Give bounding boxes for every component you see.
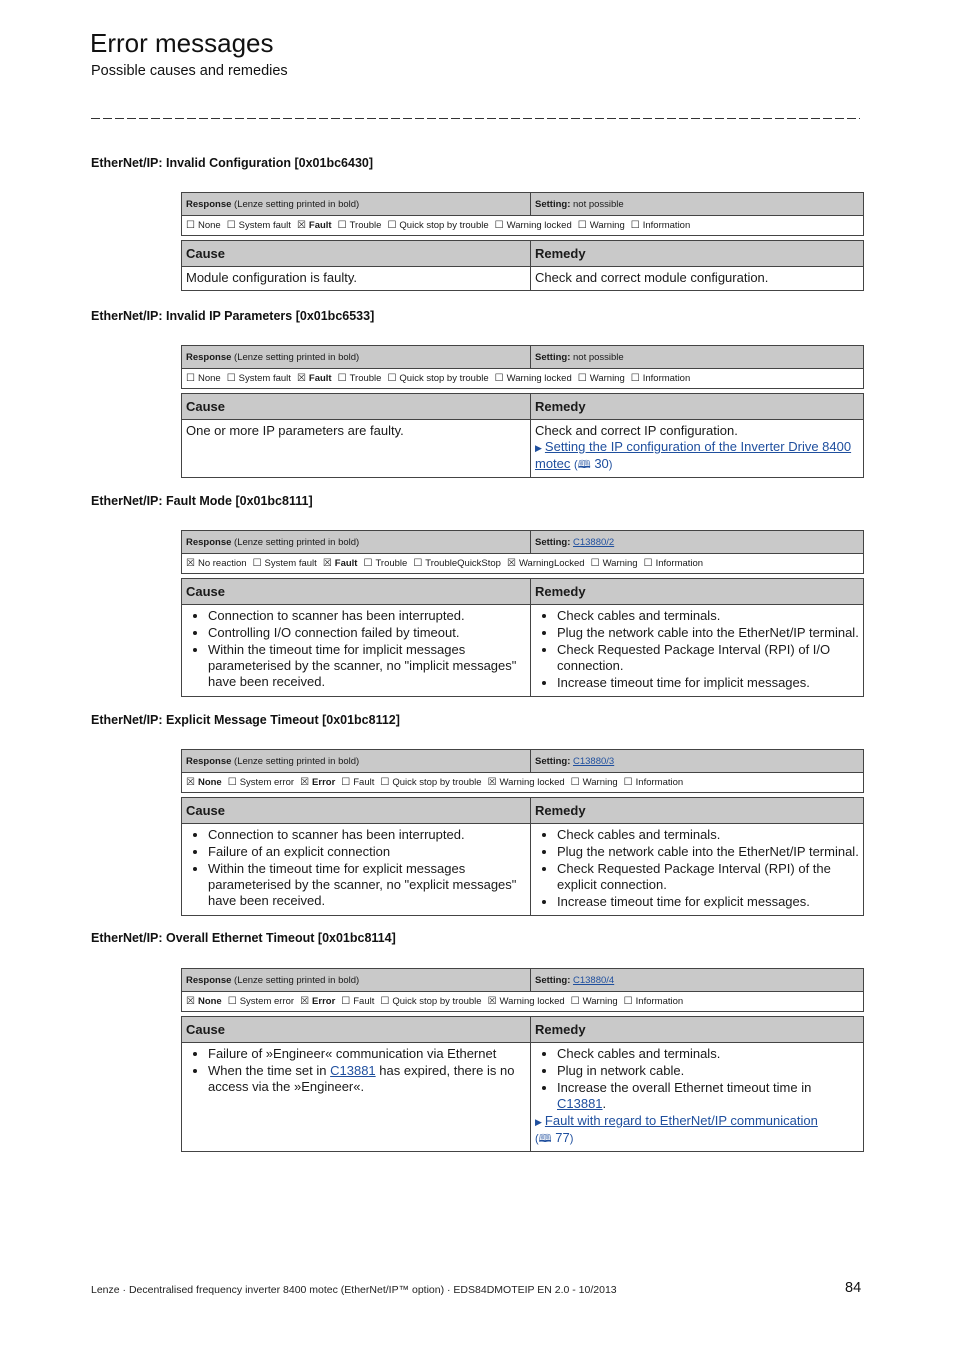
unchecked-box-icon: ☐ <box>570 777 580 788</box>
response-option <box>387 373 488 384</box>
remedy-header: Remedy <box>531 579 864 605</box>
list-item: • Within the timeout time for explicit messages parameterised by the scanner, no "explicit messages" have been received. <box>208 861 526 909</box>
page-title: Error messages <box>90 28 274 58</box>
response-option <box>624 996 684 1007</box>
response-option-label: None <box>197 777 222 788</box>
response-options <box>182 773 864 793</box>
checked-box-icon: ☒ <box>487 996 497 1007</box>
response-option-label: Trouble <box>349 373 382 384</box>
response-option <box>387 220 488 231</box>
unchecked-box-icon: ☐ <box>252 558 262 569</box>
response-option <box>228 996 294 1007</box>
response-option <box>186 996 222 1007</box>
cause-header: Cause <box>182 798 531 824</box>
arrow-right-icon: ▶ <box>535 1117 542 1127</box>
response-table <box>181 530 864 574</box>
response-option <box>341 777 374 788</box>
remedy-cell: Check and correct IP configuration. ▶ Setting the IP configuration of the Inverter Drive 8400 motec (🕮 30) <box>531 420 864 478</box>
unchecked-box-icon: ☐ <box>341 996 351 1007</box>
unchecked-box-icon: ☐ <box>186 373 195 384</box>
response-option <box>338 373 382 384</box>
setting-value: not possible <box>573 198 624 210</box>
section-heading-invalid-ip-parameters: EtherNet/IP: Invalid IP Parameters [0x01bc6533] <box>91 309 375 323</box>
response-option <box>488 996 565 1007</box>
response-options <box>182 369 864 389</box>
response-option <box>644 558 704 569</box>
response-option-label: None <box>197 996 222 1007</box>
link-c13881[interactable]: C13881 <box>330 1063 376 1078</box>
unchecked-box-icon: ☐ <box>630 373 640 384</box>
response-option-label: Quick stop by trouble <box>392 777 482 788</box>
cause-list <box>186 608 526 690</box>
cause-header: Cause <box>182 1017 531 1043</box>
link-ip-configuration[interactable]: Setting the IP configuration of the Inverter Drive 8400 motec <box>535 439 852 471</box>
section-heading-overall-ethernet-timeout: EtherNet/IP: Overall Ethernet Timeout [0x01bc8114] <box>91 931 396 945</box>
response-option-label: System fault <box>238 220 291 231</box>
response-option <box>624 777 684 788</box>
unchecked-box-icon: ☐ <box>226 373 236 384</box>
response-option-label: TroubleQuickStop <box>425 558 501 569</box>
list-item: • Connection to scanner has been interrupted. <box>208 827 526 843</box>
unchecked-box-icon: ☐ <box>577 373 587 384</box>
remedy-list <box>535 1046 859 1112</box>
response-option-label: Fault <box>353 777 375 788</box>
unchecked-box-icon: ☐ <box>643 558 653 569</box>
cause-header: Cause <box>182 241 531 267</box>
list-item: • Plug the network cable into the EtherNet/IP terminal. <box>557 625 859 641</box>
list-item: • Check Requested Package Interval (RPI) of I/O connection. <box>557 642 859 674</box>
response-option-label: Fault <box>308 373 332 384</box>
book-icon: 🕮 <box>538 1133 552 1145</box>
response-header: Response (Lenze setting printed in bold) <box>182 193 531 216</box>
list-item: • Plug the network cable into the EtherNet/IP terminal. <box>557 844 859 860</box>
response-option-label: None <box>197 373 221 384</box>
unchecked-box-icon: ☐ <box>227 777 237 788</box>
response-option-label: Information <box>642 373 691 384</box>
checked-box-icon: ☒ <box>186 777 195 788</box>
response-option-label: Fault <box>334 558 358 569</box>
checked-box-icon: ☒ <box>487 777 497 788</box>
response-table <box>181 192 864 236</box>
unchecked-box-icon: ☐ <box>494 220 504 231</box>
cause-cell <box>182 824 531 916</box>
response-option <box>297 373 332 384</box>
response-header: Response (Lenze setting printed in bold) <box>182 531 531 554</box>
response-option-label: System error <box>239 777 295 788</box>
response-option-label: Trouble <box>375 558 408 569</box>
response-option-label: Warning <box>589 220 625 231</box>
setting-link[interactable]: C13880/3 <box>573 755 615 767</box>
response-table <box>181 749 864 793</box>
response-header: Response (Lenze setting printed in bold) <box>182 969 531 992</box>
unchecked-box-icon: ☐ <box>337 220 347 231</box>
response-option-label: Warning locked <box>499 996 565 1007</box>
list-item: • Check cables and terminals. <box>557 1046 859 1062</box>
response-option-label: Information <box>635 996 684 1007</box>
cause-remedy-table <box>181 1016 864 1152</box>
checked-box-icon: ☒ <box>300 996 310 1007</box>
response-header: Response (Lenze setting printed in bold) <box>182 750 531 773</box>
response-option <box>631 220 691 231</box>
checked-box-icon: ☒ <box>296 373 306 384</box>
setting-value: not possible <box>573 351 624 363</box>
response-option-label: WarningLocked <box>518 558 585 569</box>
response-option-label: Information <box>642 220 691 231</box>
response-option-label: Quick stop by trouble <box>399 220 489 231</box>
response-option-label: Error <box>312 996 336 1007</box>
cause-header: Cause <box>182 579 531 605</box>
unchecked-box-icon: ☐ <box>623 996 633 1007</box>
book-icon: 🕮 <box>577 459 591 471</box>
response-option <box>578 220 625 231</box>
response-option <box>323 558 358 569</box>
response-option <box>300 996 335 1007</box>
remedy-list <box>535 827 859 910</box>
list-item: • When the time set in C13881 has expired, there is no access via the »Engineer«. <box>208 1063 526 1095</box>
response-option <box>507 558 585 569</box>
page-reference[interactable]: 30 <box>594 456 609 471</box>
response-option-label: None <box>197 220 221 231</box>
remedy-header: Remedy <box>531 241 864 267</box>
response-option <box>341 996 374 1007</box>
cause-cell <box>182 605 531 697</box>
cause-cell: One or more IP parameters are faulty. <box>182 420 531 478</box>
unchecked-box-icon: ☐ <box>380 777 390 788</box>
section-heading-invalid-configuration: EtherNet/IP: Invalid Configuration [0x01bc6430] <box>91 156 374 170</box>
remedy-cell: • Check cables and terminals. • Plug in network cable. • Increase the overall Ethernet timeout time in C13881. ▶ Fault with regard to EtherNet/IP communication (🕮 77) <box>531 1043 864 1152</box>
remedy-cell: Check and correct module configuration. <box>531 267 864 291</box>
response-option <box>227 220 291 231</box>
unchecked-box-icon: ☐ <box>577 220 587 231</box>
remedy-text: Check and correct IP configuration. <box>535 423 738 438</box>
response-option <box>253 558 317 569</box>
response-option-label: Warning locked <box>506 220 572 231</box>
error-block-overall-ethernet-timeout <box>181 968 864 1152</box>
cause-list <box>186 827 526 909</box>
checked-box-icon: ☒ <box>322 558 332 569</box>
response-option-label: No reaction <box>197 558 247 569</box>
error-block-explicit-message-timeout <box>181 749 864 916</box>
setting-link[interactable]: C13880/2 <box>573 536 615 548</box>
response-option <box>186 558 247 569</box>
response-option <box>413 558 501 569</box>
section-heading-fault-mode: EtherNet/IP: Fault Mode [0x01bc8111] <box>91 494 313 508</box>
response-option-label: Information <box>655 558 704 569</box>
response-option <box>380 777 481 788</box>
response-option <box>631 373 691 384</box>
response-option-label: System fault <box>238 373 291 384</box>
unchecked-box-icon: ☐ <box>226 220 236 231</box>
dashed-divider <box>91 118 860 119</box>
response-option-label: Warning <box>602 558 638 569</box>
response-option <box>495 373 572 384</box>
response-option <box>338 220 382 231</box>
remedy-cell <box>531 605 864 697</box>
list-item: • Plug in network cable. <box>557 1063 859 1079</box>
list-item: • Connection to scanner has been interrupted. <box>208 608 526 624</box>
response-table <box>181 968 864 1012</box>
response-option-label: Fault <box>353 996 375 1007</box>
response-option <box>186 777 222 788</box>
cause-list <box>186 1046 526 1095</box>
response-option <box>488 777 565 788</box>
unchecked-box-icon: ☐ <box>387 220 397 231</box>
list-item: • Increase timeout time for implicit messages. <box>557 675 859 691</box>
response-options <box>182 216 864 236</box>
list-item: • Check cables and terminals. <box>557 827 859 843</box>
response-table <box>181 345 864 389</box>
response-option-label: Warning <box>582 996 618 1007</box>
error-block-invalid-ip-parameters <box>181 345 864 478</box>
response-option-label: Information <box>635 777 684 788</box>
unchecked-box-icon: ☐ <box>337 373 347 384</box>
page-number: 84 <box>845 1280 862 1296</box>
response-options <box>182 992 864 1012</box>
setting-header: Setting: C13880/3 <box>531 750 864 773</box>
checked-box-icon: ☒ <box>186 996 195 1007</box>
setting-header: Setting: C13880/2 <box>531 531 864 554</box>
response-options <box>182 554 864 574</box>
list-item: • Increase the overall Ethernet timeout time in C13881. <box>557 1080 859 1112</box>
error-block-fault-mode <box>181 530 864 697</box>
response-option-label: Error <box>312 777 336 788</box>
cause-remedy-table <box>181 240 864 291</box>
cause-cell <box>182 1043 531 1152</box>
response-option-label: Trouble <box>349 220 382 231</box>
response-option <box>300 777 335 788</box>
unchecked-box-icon: ☐ <box>380 996 390 1007</box>
unchecked-box-icon: ☐ <box>186 220 195 231</box>
response-option <box>297 220 332 231</box>
unchecked-box-icon: ☐ <box>623 777 633 788</box>
response-option <box>186 220 221 231</box>
page-subtitle: Possible causes and remedies <box>91 63 288 79</box>
checked-box-icon: ☒ <box>506 558 516 569</box>
checked-box-icon: ☒ <box>296 220 306 231</box>
response-option-label: Warning locked <box>499 777 565 788</box>
response-option <box>186 373 221 384</box>
remedy-header: Remedy <box>531 1017 864 1043</box>
response-option-label: Fault <box>308 220 332 231</box>
response-option <box>380 996 481 1007</box>
response-option <box>571 777 618 788</box>
unchecked-box-icon: ☐ <box>227 996 237 1007</box>
list-item: • Controlling I/O connection failed by timeout. <box>208 625 526 641</box>
unchecked-box-icon: ☐ <box>630 220 640 231</box>
setting-header: Setting: C13880/4 <box>531 969 864 992</box>
remedy-header: Remedy <box>531 798 864 824</box>
link-c13881[interactable]: C13881 <box>557 1096 603 1111</box>
section-heading-explicit-message-timeout: EtherNet/IP: Explicit Message Timeout [0x01bc8112] <box>91 713 400 727</box>
page-reference[interactable]: 77 <box>555 1130 570 1145</box>
response-option-label: Warning <box>582 777 618 788</box>
unchecked-box-icon: ☐ <box>413 558 423 569</box>
response-header: Response (Lenze setting printed in bold) <box>182 346 531 369</box>
response-option <box>591 558 638 569</box>
checked-box-icon: ☒ <box>300 777 310 788</box>
error-block-invalid-configuration <box>181 192 864 291</box>
unchecked-box-icon: ☐ <box>590 558 600 569</box>
cause-remedy-table <box>181 578 864 697</box>
response-option-label: System fault <box>264 558 317 569</box>
remedy-cell <box>531 824 864 916</box>
cause-cell: Module configuration is faulty. <box>182 267 531 291</box>
response-option-label: System error <box>239 996 295 1007</box>
arrow-right-icon: ▶ <box>535 443 542 453</box>
link-fault-ethernet-communication[interactable]: Fault with regard to EtherNet/IP communication <box>544 1113 818 1128</box>
remedy-header: Remedy <box>531 394 864 420</box>
unchecked-box-icon: ☐ <box>570 996 580 1007</box>
response-option-label: Warning locked <box>506 373 572 384</box>
cause-remedy-table <box>181 393 864 478</box>
list-item: • Within the timeout time for implicit messages parameterised by the scanner, no "implicit messages" have been received. <box>208 642 526 690</box>
footer-text: Lenze · Decentralised frequency inverter 8400 motec (EtherNet/IP™ option) · EDS84DMOTEIP EN 2.0 - 10/2013 <box>91 1284 617 1296</box>
checked-box-icon: ☒ <box>186 558 195 569</box>
unchecked-box-icon: ☐ <box>363 558 373 569</box>
response-option-label: Warning <box>589 373 625 384</box>
unchecked-box-icon: ☐ <box>387 373 397 384</box>
list-item: • Increase timeout time for explicit messages. <box>557 894 859 910</box>
setting-link[interactable]: C13880/4 <box>573 974 615 986</box>
cause-header: Cause <box>182 394 531 420</box>
response-option <box>228 777 294 788</box>
list-item: • Failure of an explicit connection <box>208 844 526 860</box>
response-option-label: Quick stop by trouble <box>392 996 482 1007</box>
setting-header: Setting: not possible <box>531 346 864 369</box>
remedy-list <box>535 608 859 691</box>
cause-remedy-table <box>181 797 864 916</box>
response-option <box>227 373 291 384</box>
list-item: • Check cables and terminals. <box>557 608 859 624</box>
list-item: • Check Requested Package Interval (RPI) of the explicit connection. <box>557 861 859 893</box>
response-option <box>495 220 572 231</box>
response-option <box>571 996 618 1007</box>
response-option <box>363 558 407 569</box>
response-option <box>578 373 625 384</box>
unchecked-box-icon: ☐ <box>494 373 504 384</box>
unchecked-box-icon: ☐ <box>341 777 351 788</box>
setting-header: Setting: not possible <box>531 193 864 216</box>
list-item: • Failure of »Engineer« communication via Ethernet <box>208 1046 526 1062</box>
response-option-label: Quick stop by trouble <box>399 373 489 384</box>
